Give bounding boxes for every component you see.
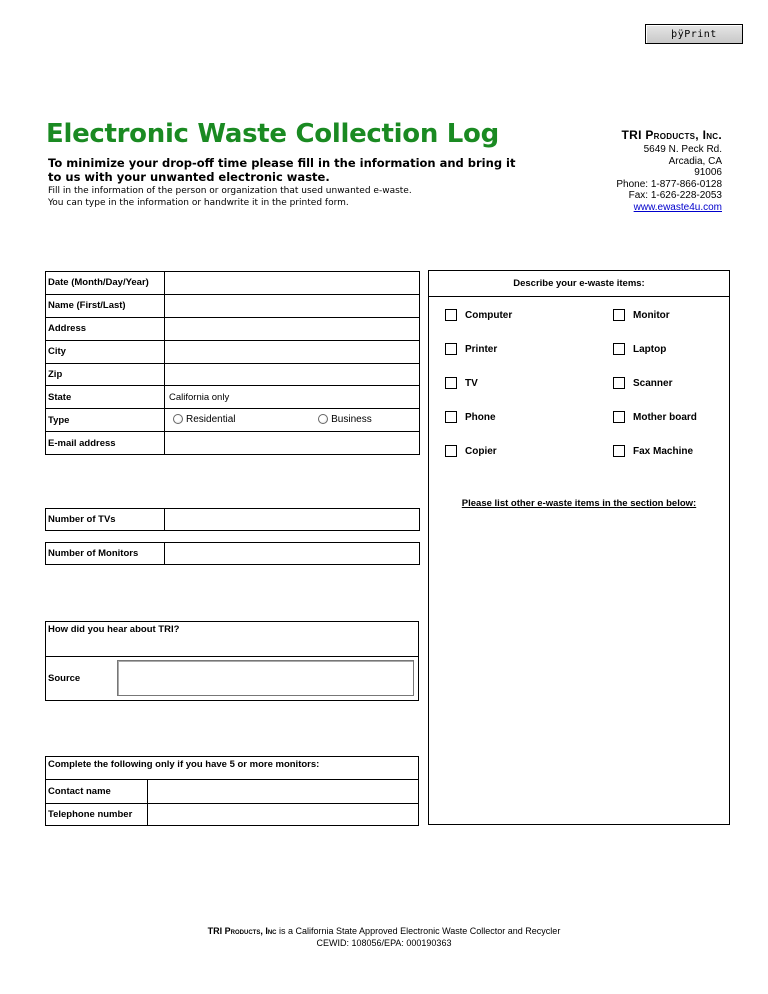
page-title: Electronic Waste Collection Log	[46, 119, 499, 149]
bulk-monitors-heading: Complete the following only if you have 5 or more monitors:	[48, 759, 320, 770]
footer	[0, 925, 768, 949]
radio-icon[interactable]	[318, 414, 328, 424]
type-radio-business[interactable]	[318, 414, 372, 425]
tv-count-table	[45, 508, 420, 531]
email-label: E-mail address	[46, 432, 165, 455]
name-field[interactable]	[165, 294, 420, 317]
checkbox-label: Fax Machine	[633, 445, 694, 457]
company-city: Arcadia, CA	[668, 155, 722, 167]
footer-company: TRI Products, Inc	[207, 926, 277, 936]
checkbox-scanner[interactable]	[613, 377, 672, 389]
type-row	[46, 409, 420, 432]
telephone-label: Telephone number	[48, 809, 133, 820]
other-items-label: Please list other e-waste items in the section below:	[461, 498, 697, 509]
checkbox-icon[interactable]	[613, 309, 625, 321]
type-label: Type	[46, 409, 165, 432]
checkbox-computer[interactable]	[445, 309, 512, 321]
checkbox-label: Mother board	[633, 411, 697, 423]
checkbox-label: Phone	[465, 411, 496, 423]
state-field[interactable]: California only	[165, 386, 420, 409]
checkbox-icon[interactable]	[445, 343, 457, 355]
monitor-count-field[interactable]	[165, 543, 420, 565]
checkbox-label: Laptop	[633, 343, 667, 355]
ewaste-panel	[428, 270, 730, 825]
intro-bold-text: To minimize your drop-off time please fill in the information and bring it to us with your unwanted electronic waste.	[48, 156, 516, 184]
checkbox-fax-machine[interactable]	[613, 445, 693, 457]
checkbox-icon[interactable]	[613, 445, 625, 457]
date-field[interactable]	[165, 272, 420, 295]
checkbox-icon[interactable]	[613, 377, 625, 389]
checkbox-icon[interactable]	[445, 445, 457, 457]
city-label: City	[46, 340, 165, 363]
company-phone: Phone: 1-877-866-0128	[616, 178, 722, 190]
source-label: Source	[48, 673, 81, 684]
checkbox-icon[interactable]	[613, 411, 625, 423]
monitor-count-label: Number of Monitors	[46, 543, 165, 565]
zip-field[interactable]	[165, 363, 420, 386]
source-section	[45, 621, 419, 701]
email-field[interactable]	[165, 432, 420, 455]
state-label: State	[46, 386, 165, 409]
checkbox-printer[interactable]	[445, 343, 497, 355]
checkbox-motherboard[interactable]	[613, 411, 697, 423]
checkbox-label: Computer	[465, 309, 513, 321]
intro-line-1: Fill in the information of the person or organization that used unwanted e-waste.	[48, 186, 412, 196]
city-row	[46, 340, 420, 363]
footer-ids: CEWID: 108056/EPA: 000190363	[316, 938, 452, 948]
company-fax: Fax: 1-626-228-2053	[628, 190, 722, 201]
checkbox-laptop[interactable]	[613, 343, 666, 355]
checkbox-icon[interactable]	[445, 309, 457, 321]
state-row	[46, 386, 420, 409]
zip-row	[46, 363, 420, 386]
telephone-field[interactable]	[148, 804, 418, 825]
footer-line-1	[0, 925, 768, 937]
type-options	[165, 409, 420, 432]
name-row	[46, 294, 420, 317]
zip-label: Zip	[46, 363, 165, 386]
checkbox-copier[interactable]	[445, 445, 497, 457]
name-label: Name (First/Last)	[46, 294, 165, 317]
contact-name-field[interactable]	[148, 780, 418, 802]
checkbox-label: Monitor	[633, 309, 670, 321]
address-label: Address	[46, 317, 165, 340]
print-button[interactable]: þÿPrint	[645, 24, 743, 44]
company-zip: 91006	[694, 167, 722, 178]
type-option-residential-label: Residential	[186, 413, 236, 425]
intro-small-text	[48, 185, 528, 209]
intro-line-2: You can type in the information or handwrite it in the printed form.	[48, 198, 349, 208]
company-address: 5649 N. Peck Rd.	[643, 144, 722, 155]
address-field[interactable]	[165, 317, 420, 340]
tv-count-label: Number of TVs	[46, 509, 165, 531]
checkbox-phone[interactable]	[445, 411, 496, 423]
address-row	[46, 317, 420, 340]
checkbox-label: Scanner	[633, 377, 673, 389]
footer-text: is a California State Approved Electronic Waste Collector and Recycler	[276, 926, 561, 936]
monitor-count-table	[45, 542, 420, 565]
city-field[interactable]	[165, 340, 420, 363]
checkbox-monitor[interactable]	[613, 309, 670, 321]
checkbox-icon[interactable]	[445, 377, 457, 389]
checkbox-label: Copier	[465, 445, 497, 457]
divider	[429, 296, 729, 297]
contact-name-label: Contact name	[48, 786, 111, 797]
date-row	[46, 272, 420, 295]
email-row	[46, 432, 420, 455]
company-website-link[interactable]: www.ewaste4u.com	[633, 201, 722, 213]
type-radio-residential[interactable]	[173, 414, 235, 425]
ewaste-panel-title: Describe your e-waste items:	[513, 278, 645, 289]
monitor-count-row	[46, 543, 420, 565]
checkbox-label: TV	[465, 377, 478, 389]
checkbox-tv[interactable]	[445, 377, 478, 389]
type-option-business-label: Business	[331, 413, 372, 425]
divider	[46, 656, 418, 657]
checkbox-icon[interactable]	[613, 343, 625, 355]
checkbox-label: Printer	[465, 343, 498, 355]
tv-count-row	[46, 509, 420, 531]
tv-count-field[interactable]	[165, 509, 420, 531]
date-label: Date (Month/Day/Year)	[46, 272, 165, 295]
checkbox-icon[interactable]	[445, 411, 457, 423]
bulk-monitors-section	[45, 756, 419, 826]
source-question: How did you hear about TRI?	[48, 624, 180, 635]
contact-info-table	[45, 271, 420, 455]
radio-icon[interactable]	[173, 414, 183, 424]
source-input[interactable]	[117, 660, 414, 696]
company-info	[616, 144, 722, 213]
company-name: TRI Products, Inc.	[621, 128, 722, 142]
